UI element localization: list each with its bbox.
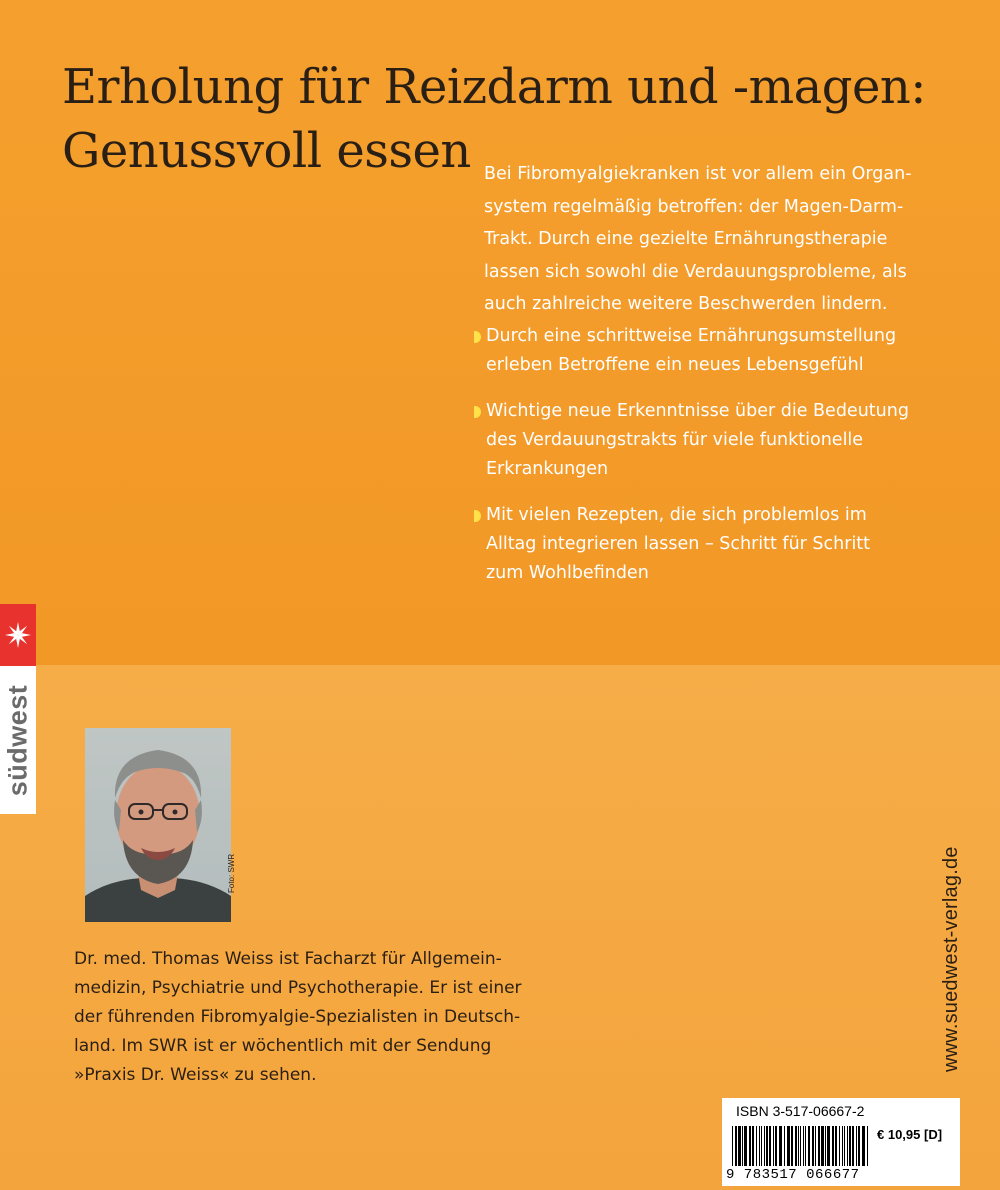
title-line-1: Erholung für Reizdarm und -magen:: [62, 59, 926, 115]
barcode-label: [722, 1098, 960, 1186]
author-bio: [74, 945, 594, 1090]
publisher-website: www.suedwest-verlag.de: [940, 846, 962, 1072]
photo-credit: Foto: SWR: [227, 853, 236, 893]
barcode-bars: [732, 1126, 872, 1166]
intro-line: Bei Fibromyalgiekranken ist vor allem ein Organ-: [484, 164, 912, 184]
feature-line: Mit vielen Rezepten, die sich problemlos im: [486, 505, 867, 525]
intro-line: lassen sich sowohl die Verdauungsprobleme, als: [484, 261, 907, 282]
bullet-marker-icon: [474, 510, 481, 522]
bio-line: »Praxis Dr. Weiss« zu sehen.: [74, 1065, 317, 1085]
title-line-2: Genussvoll essen: [62, 123, 471, 179]
bio-line: Dr. med. Thomas Weiss ist Facharzt für Allgemein-: [74, 949, 502, 969]
bio-line: land. Im SWR ist er wöchentlich mit der Sendung: [74, 1036, 492, 1056]
feature-line: Erkrankungen: [486, 459, 609, 479]
feature-list: [474, 322, 974, 605]
bio-line: der führenden Fibromyalgie-Spezialisten in Deutsch-: [74, 1007, 521, 1027]
price-label: € 10,95 [D]: [877, 1127, 943, 1142]
feature-line: erleben Betroffene ein neues Lebensgefühl: [486, 355, 864, 375]
feature-line: Wichtige neue Erkenntnisse über die Bedeutung: [486, 401, 909, 421]
feature-item: [474, 322, 974, 380]
intro-paragraph: [484, 158, 954, 321]
feature-line: Durch eine schrittweise Ernährungsumstellung: [486, 326, 897, 346]
isbn-number: ISBN 3-517-06667-2: [736, 1103, 865, 1119]
intro-line: auch zahlreiche weitere Beschwerden lindern.: [484, 294, 888, 314]
feature-line: zum Wohlbefinden: [486, 563, 649, 583]
feature-item: [474, 397, 974, 484]
feature-line: Alltag integrieren lassen – Schritt für Schritt: [486, 534, 871, 554]
ean-number: 9 783517 066677: [726, 1167, 860, 1183]
publisher-star-icon: [0, 604, 36, 666]
bullet-marker-icon: [474, 331, 481, 343]
bio-line: medizin, Psychiatrie und Psychotherapie. Er ist einer: [74, 978, 522, 998]
author-photo: [85, 728, 231, 922]
publisher-name: südwest: [2, 684, 33, 796]
feature-item: [474, 501, 974, 588]
intro-line: system regelmäßig betroffen: der Magen-Darm-: [484, 196, 904, 217]
feature-line: des Verdauungstrakts für viele funktionelle: [486, 430, 864, 450]
bullet-marker-icon: [474, 406, 481, 418]
publisher-logo: [0, 604, 36, 814]
intro-line: Trakt. Durch eine gezielte Ernährungstherapie: [484, 229, 888, 249]
publisher-name-box: [0, 666, 36, 814]
